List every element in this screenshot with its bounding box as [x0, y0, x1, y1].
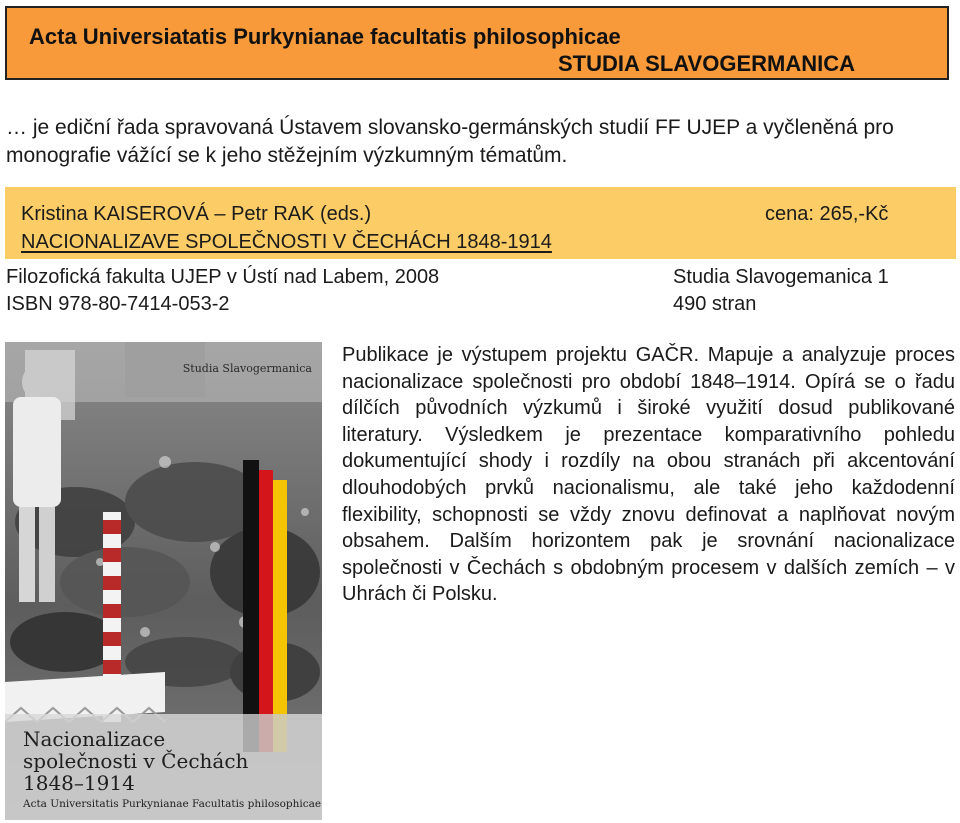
cover-series-label: Studia Slavogermanica — [182, 362, 312, 375]
cover-title-line: Nacionalizace — [23, 727, 166, 751]
publisher: Filozofická fakulta UJEP v Ústí nad Labem, 2008 — [6, 266, 440, 288]
book-title: NACIONALIZAVE SPOLEČNOSTI V ČECHÁCH 1848-1914 — [21, 231, 552, 253]
series-description: … je ediční řada spravovaná Ústavem slovansko-germánských studií FF UJEP a vyčleněná pro monografie vážící se k jeho stěžejním výzkumným tématům. — [6, 116, 894, 167]
cover-subtitle: Acta Universitatis Purkynianae Facultatis philosophicae — [23, 798, 322, 810]
book-price: cena: 265,-Kč — [765, 203, 889, 225]
series-header-box — [5, 6, 949, 80]
series-label: Studia Slavogemanica 1 — [673, 266, 889, 288]
book-cover-image — [5, 342, 322, 820]
flag-red-stripe — [259, 470, 273, 752]
journal-name: Acta Universiatatis Purkynianae facultatis philosophicae — [29, 24, 621, 49]
page-count: 490 stran — [673, 293, 757, 315]
flag-black-stripe — [243, 460, 259, 752]
publication-info — [6, 264, 439, 318]
flag-gold-stripe — [273, 480, 287, 752]
cover-title — [23, 728, 303, 794]
book-abstract: Publikace je výstupem projektu GAČR. Mapuje a analyzuje proces nacionalizace společnosti pro období 1848–1914. Opírá se o řadu dílčích původních výzkumů i široké využití dosud publikované literatury. Výsledkem je prezentace komparativního pohledu dokumentující shody i rozdíly na obou stranách při akcentování dlouhodobých prvků nacionalismu, ale také jeho každodenní flexibility, schopnosti se vždy znovu definovat a naplňovat novým obsahem. Dalším horizontem pak je srovnání nacionalizace společnosti v Čechách s obdobným procesem v dalších zemích – v Uhrách či Polsku. — [342, 344, 955, 606]
book-authors: Kristina KAISEROVÁ – Petr RAK (eds.) — [21, 203, 372, 225]
cover-title-line: 1848–1914 — [23, 771, 135, 795]
cover-title-line: společnosti v Čechách — [23, 749, 249, 773]
series-name: STUDIA SLAVOGERMANICA — [558, 51, 855, 76]
book-info-band — [5, 187, 956, 259]
isbn: ISBN 978-80-7414-053-2 — [6, 293, 230, 315]
series-info — [673, 264, 889, 318]
